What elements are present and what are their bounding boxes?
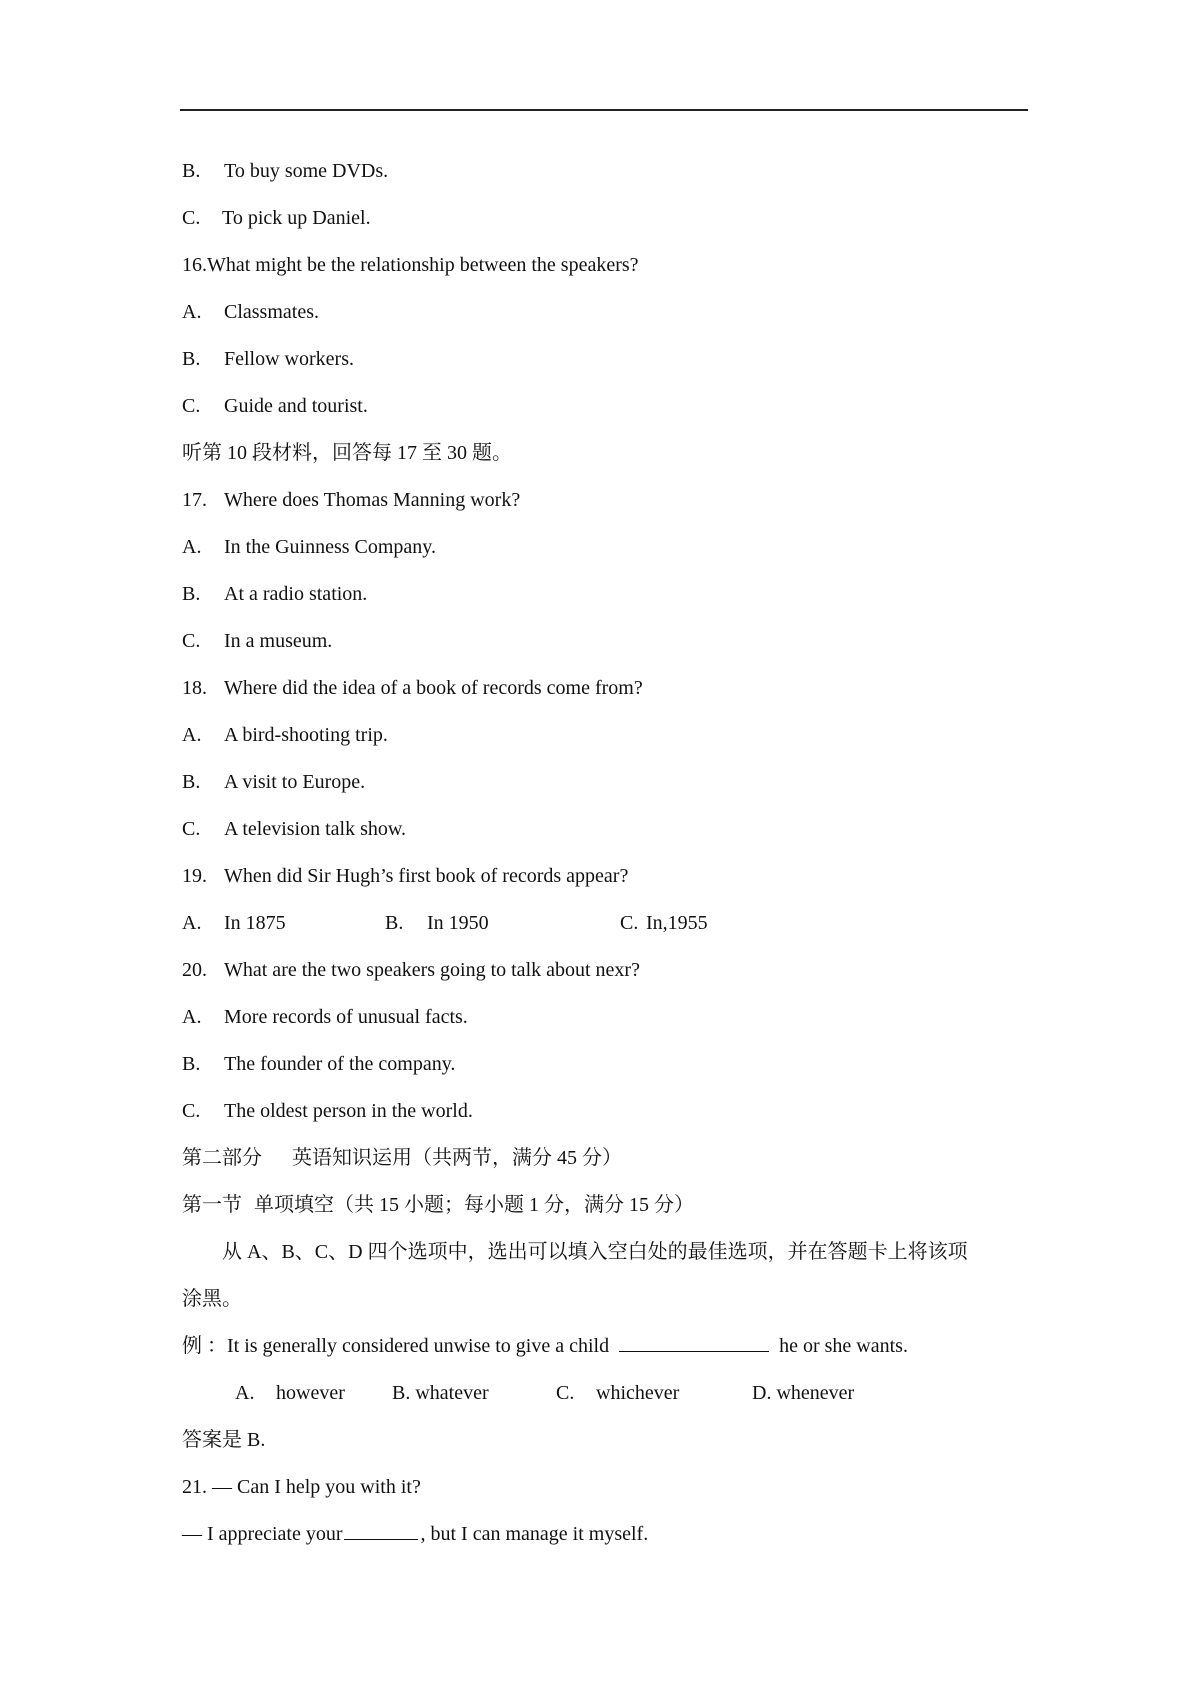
option-text: Fellow workers. — [224, 348, 354, 370]
option-label: A. — [182, 536, 202, 558]
example-blank — [619, 1333, 769, 1352]
example-answer: 答案是 B. — [182, 1429, 266, 1451]
example-label: 例 ： — [182, 1335, 227, 1357]
q17-option-b — [182, 581, 367, 607]
q19-question — [182, 863, 628, 889]
option-label: A. — [182, 301, 202, 323]
option-label: C. — [182, 207, 201, 229]
option-label: C. — [182, 630, 201, 652]
q16-question: 16.What might be the relationship between the speakers? — [182, 254, 639, 276]
example-sentence-before: It is generally considered unwise to give a child — [227, 1335, 610, 1357]
part2-subtitle: 英语知识运用（共两节，满分 45 分） — [292, 1147, 622, 1169]
q17-option-c — [182, 628, 332, 654]
option-label: B. — [182, 583, 201, 605]
question-number: 18. — [182, 677, 207, 699]
question-text: Where does Thomas Manning work? — [224, 489, 521, 511]
option-text: The oldest person in the world. — [224, 1100, 473, 1122]
q21-line-2-before: — I appreciate your — [182, 1523, 343, 1545]
option-text: Classmates. — [224, 301, 319, 323]
q18-option-a — [182, 722, 388, 748]
option-label: A. — [182, 724, 202, 746]
option-label: C. — [182, 1100, 201, 1122]
q16-option-b — [182, 346, 354, 372]
example-sentence-after: he or she wants. — [779, 1335, 908, 1357]
q18-option-c — [182, 816, 406, 842]
q20-option-a — [182, 1004, 468, 1030]
option-text: To buy some DVDs. — [224, 160, 389, 182]
option-text: however — [276, 1382, 345, 1404]
option-text: A visit to Europe. — [224, 771, 366, 793]
option-text: At a radio station. — [224, 583, 368, 605]
q21-line-1: 21. — Can I help you with it? — [182, 1476, 421, 1498]
option-text: Guide and tourist. — [224, 395, 368, 417]
q17-option-a — [182, 534, 436, 560]
option-text: The founder of the company. — [224, 1053, 456, 1075]
option-text: To pick up Daniel. — [222, 207, 371, 229]
question-number: 17. — [182, 489, 207, 511]
example-option-d: D. whenever — [752, 1382, 855, 1404]
q19-option-b — [385, 910, 489, 936]
option-label: C. — [556, 1382, 575, 1404]
q16-option-a — [182, 299, 319, 325]
option-text: A television talk show. — [224, 818, 407, 840]
option-label: C. — [182, 395, 201, 417]
part2-heading — [182, 1145, 622, 1171]
question-number: 19. — [182, 865, 207, 887]
q19-option-c — [620, 910, 708, 936]
header-rule — [180, 109, 1028, 111]
example-option-c — [556, 1380, 679, 1406]
option-text: whichever — [596, 1382, 680, 1404]
option-text: In the Guinness Company. — [224, 536, 437, 558]
option-label: C. — [620, 912, 639, 934]
example-option-a — [235, 1380, 345, 1406]
example-option-b: B. whatever — [392, 1382, 489, 1404]
q17-question — [182, 487, 520, 513]
q19-option-a — [182, 910, 286, 936]
q21-blank — [344, 1521, 418, 1540]
instruction-line-2: 涂黑。 — [182, 1288, 242, 1310]
instruction-line-1: 从 A、B、C、D 四个选项中，选出可以填入空白处的最佳选项，并在答题卡上将该项 — [222, 1241, 968, 1263]
question-text: Where did the idea of a book of records come from? — [224, 677, 643, 699]
q21-line-2 — [182, 1521, 648, 1547]
option-label: B. — [182, 348, 201, 370]
question-text: When did Sir Hugh’s first book of records appear? — [224, 865, 629, 887]
option-label: B. — [182, 1053, 201, 1075]
q20-question — [182, 957, 640, 983]
option-text: A bird-shooting trip. — [224, 724, 388, 746]
section1-subtitle: 单项填空（共 15 小题；每小题 1 分，满分 15 分） — [254, 1194, 694, 1216]
q18-option-b — [182, 769, 365, 795]
option-label: A. — [182, 1006, 202, 1028]
option-label: A. — [182, 912, 202, 934]
example-options-row — [182, 1380, 882, 1406]
q18-question — [182, 675, 643, 701]
q20-option-b — [182, 1051, 455, 1077]
section1-heading — [182, 1192, 694, 1218]
option-text: In 1875 — [224, 912, 286, 934]
option-label: A. — [235, 1382, 255, 1404]
option-label: B. — [182, 771, 201, 793]
example-sentence — [182, 1333, 908, 1359]
q19-options-row — [182, 910, 742, 936]
option-label: C. — [182, 818, 201, 840]
option-text: In 1950 — [427, 912, 489, 934]
listening-instruction: 听第 10 段材料，回答每 17 至 30 题。 — [182, 442, 512, 464]
option-text: In,1955 — [646, 912, 708, 934]
option-text: In a museum. — [224, 630, 333, 652]
q21-line-2-after: , but I can manage it myself. — [420, 1523, 649, 1545]
q15-option-b — [182, 158, 388, 184]
question-text: What are the two speakers going to talk about nexr? — [224, 959, 640, 981]
section1-title: 第一节 — [182, 1194, 242, 1216]
option-text: More records of unusual facts. — [224, 1006, 468, 1028]
option-label: B. — [385, 912, 404, 934]
q16-option-c — [182, 393, 368, 419]
part2-title: 第二部分 — [182, 1147, 262, 1169]
option-label: B. — [182, 160, 201, 182]
q15-option-c — [182, 205, 371, 231]
q20-option-c — [182, 1098, 473, 1124]
question-number: 20. — [182, 959, 207, 981]
